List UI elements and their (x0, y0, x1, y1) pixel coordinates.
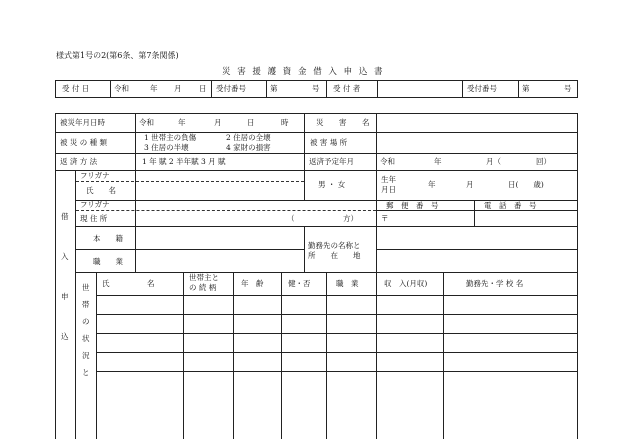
workplace-label-2: 所 在 地 (308, 251, 361, 260)
reception-number-label: 受付番号 (216, 84, 246, 93)
household-side-label-2: 帯 (82, 300, 90, 309)
reception-number-label-2: 受付番号 (467, 84, 497, 93)
damage-type-option-1: 1 世帯主の負傷 (144, 133, 197, 142)
side-label-4: 込 (61, 332, 69, 341)
damage-type-option-3: 3 住居の半壊 (144, 143, 189, 152)
address-label: 現 住 所 (80, 214, 108, 223)
side-label-1: 借 (61, 212, 69, 221)
disaster-era: 令和 (139, 118, 154, 127)
repayment-times: 回） (536, 157, 551, 166)
reception-go-2: 号 (564, 84, 572, 93)
side-label-3: 申 (61, 292, 69, 301)
repayment-date-label: 返済予定年月 (309, 157, 354, 166)
reception-year: 年 (150, 84, 158, 93)
household-header-health: 健・否 (288, 279, 311, 288)
household-header-relation-2: の 続 柄 (189, 283, 217, 292)
birth-day-age: 日( 歳) (508, 180, 544, 189)
name-label: 氏 名 (86, 186, 116, 195)
household-side-label-4: 状 (82, 334, 90, 343)
birth-label-2: 月日 (381, 185, 396, 194)
reception-era: 令和 (114, 84, 129, 93)
damage-type-label: 被 災 の 種 類 (60, 138, 108, 147)
disaster-name-label: 災 害 名 (316, 118, 374, 127)
reception-dai-2: 第 (522, 84, 530, 93)
household-header-income: 収 入(月収) (384, 279, 428, 288)
phone-number-label: 電 話 番 号 (484, 201, 537, 210)
reception-dai: 第 (270, 84, 278, 93)
household-header-relation-1: 世帯主と (189, 273, 219, 282)
household-header-workplace: 勤務先・学 校 名 (466, 279, 524, 288)
reception-month: 月 (174, 84, 182, 93)
household-header-job: 職 業 (336, 279, 359, 288)
household-header-age: 年 齢 (241, 279, 264, 288)
receiver-label: 受 付 者 (333, 84, 361, 93)
repayment-method-options: 1 年 賦 2 半年賦 3 月 賦 (142, 157, 226, 166)
address-paren-open: （ (287, 214, 295, 223)
side-label-2: 入 (61, 252, 69, 261)
furigana-label-1: フリガナ (80, 171, 110, 180)
disaster-date-label: 被災年月日時 (60, 118, 105, 127)
disaster-year: 年 (178, 118, 186, 127)
furigana-label-2: フリガナ (80, 200, 110, 209)
reception-date-label: 受 付 日 (62, 84, 90, 93)
repayment-method-label: 返 済 方 法 (60, 157, 98, 166)
postal-mark: 〒 (381, 214, 389, 223)
damage-place-label: 被 害 場 所 (310, 138, 348, 147)
birth-month: 月 (466, 180, 474, 189)
repayment-year: 年 (434, 157, 442, 166)
household-side-label-6: と (82, 368, 90, 377)
job-label: 職 業 (93, 257, 123, 266)
reception-go: 号 (312, 84, 320, 93)
form-number: 様式第1号の2(第6条、第7条関係) (56, 51, 179, 60)
address-paren-close: 方） (343, 214, 358, 223)
household-side-label-3: の (82, 317, 90, 326)
damage-type-option-4: 4 家財の損害 (226, 143, 271, 152)
disaster-hour: 時 (281, 118, 289, 127)
household-side-label-1: 世 (82, 283, 90, 292)
repayment-era: 令和 (380, 157, 395, 166)
disaster-month: 月 (214, 118, 222, 127)
sex-selector[interactable]: 男 ・ 女 (318, 180, 346, 189)
household-header-name: 氏 名 (102, 279, 155, 288)
page-title: 災 害 援 護 資 金 借 入 申 込 書 (222, 67, 385, 77)
workplace-label-1: 勤務先の名称と (308, 241, 361, 250)
postal-code-label: 郵 便 番 号 (386, 201, 439, 210)
honseki-label: 本 籍 (93, 234, 123, 243)
birth-year: 年 (428, 180, 436, 189)
household-side-label-5: 況 (82, 351, 90, 360)
birth-label-1: 生年 (381, 175, 396, 184)
repayment-month: 月（ (486, 157, 501, 166)
disaster-day: 日 (247, 118, 255, 127)
damage-type-option-2: 2 住居の全壊 (226, 133, 271, 142)
reception-day: 日 (199, 84, 207, 93)
